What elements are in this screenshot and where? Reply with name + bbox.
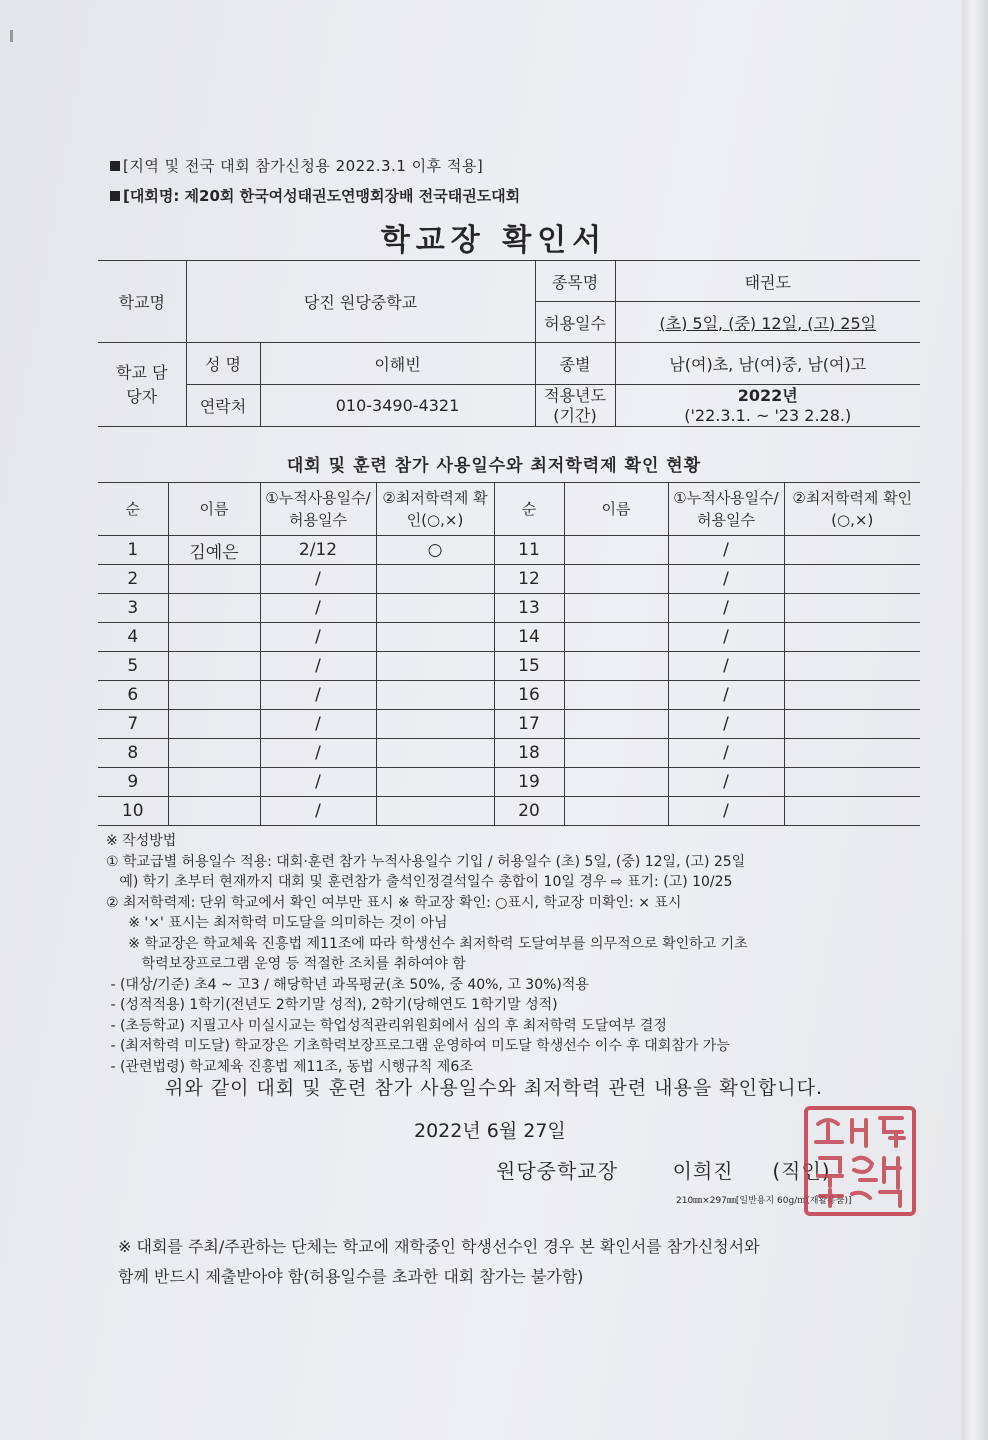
row-seq-right: 20 bbox=[494, 797, 564, 826]
period-text: ('22.3.1. ~ '23 2.28.) bbox=[684, 405, 852, 425]
row-days-right: / bbox=[668, 768, 784, 797]
row-days: 2/12 bbox=[260, 536, 376, 565]
row-seq: 7 bbox=[98, 710, 168, 739]
table-row bbox=[98, 681, 920, 710]
row-check bbox=[376, 768, 494, 797]
row-days-right: / bbox=[668, 710, 784, 739]
row-check bbox=[376, 623, 494, 652]
table-row bbox=[98, 739, 920, 768]
row-seq-right: 11 bbox=[494, 536, 564, 565]
note-line: - (대상/기준) 초4 ~ 고3 / 해당학년 과목평균(초 50%, 중 40%, 고 30%)적용 bbox=[106, 976, 589, 993]
principal-title: 원당중학교장 bbox=[496, 1159, 618, 1183]
event-label: 종목명 bbox=[535, 261, 615, 302]
row-seq-right: 18 bbox=[494, 739, 564, 768]
row-days: / bbox=[260, 565, 376, 594]
row-days: / bbox=[260, 594, 376, 623]
instructions bbox=[106, 831, 748, 1077]
principal-signature bbox=[496, 1155, 831, 1184]
row-check-right bbox=[784, 565, 920, 594]
row-name bbox=[168, 797, 260, 826]
row-name-right bbox=[564, 623, 668, 652]
row-name bbox=[168, 768, 260, 797]
col-name-right: 이름 bbox=[564, 483, 668, 536]
row-days-right: / bbox=[668, 652, 784, 681]
col-check: ②최저학력제 확인(○,×) bbox=[376, 483, 494, 536]
col-days-right: ①누적사용일수/허용일수 bbox=[668, 483, 784, 536]
school-name: 당진 원당중학교 bbox=[186, 261, 535, 343]
page-title: 학교장 확인서 bbox=[380, 223, 608, 258]
row-check-right bbox=[784, 797, 920, 826]
row-check bbox=[376, 797, 494, 826]
row-seq-right: 14 bbox=[494, 623, 564, 652]
col-days: ①누적사용일수/허용일수 bbox=[260, 483, 376, 536]
note-line: 예) 학기 초부터 현재까지 대회 및 훈련참가 출석인정결석일수 총합이 10일 경우 ⇨ 표기: (고) 10/25 bbox=[106, 874, 733, 890]
row-check-right bbox=[784, 652, 920, 681]
row-seq-right: 17 bbox=[494, 710, 564, 739]
row-seq: 6 bbox=[98, 681, 168, 710]
allowed-value: (초) 5일, (중) 12일, (고) 25일 bbox=[615, 302, 920, 343]
row-check: ○ bbox=[376, 536, 494, 565]
footer-note bbox=[118, 1232, 760, 1292]
note-line: - (최저학력 미도달) 학교장은 기초학력보장프로그램 운영하여 미도달 학생선수 이수 후 대회참가 가능 bbox=[106, 1038, 730, 1054]
row-seq-right: 19 bbox=[494, 768, 564, 797]
row-check bbox=[376, 681, 494, 710]
note-line: 학력보장프로그램 운영 등 적절한 조치를 취하여야 함 bbox=[106, 956, 466, 972]
col-seq: 순 bbox=[98, 483, 168, 536]
note-line: ① 학교급별 허용일수 적용: 대회·훈련 참가 누적사용일수 기입 / 허용일수 (초) 5일, (중) 12일, (고) 25일 bbox=[106, 853, 746, 870]
row-name bbox=[168, 623, 260, 652]
row-name-right bbox=[564, 710, 668, 739]
row-name-right bbox=[564, 768, 668, 797]
table-row bbox=[98, 565, 920, 594]
year-text: 2022년 bbox=[737, 385, 798, 405]
row-name-right bbox=[564, 565, 668, 594]
row-seq: 3 bbox=[98, 594, 168, 623]
square-bullet-icon bbox=[110, 161, 120, 171]
row-check bbox=[376, 739, 494, 768]
type-label: 종별 bbox=[535, 343, 615, 385]
row-seq: 9 bbox=[98, 768, 168, 797]
header-line-1: [지역 및 전국 대회 참가신청용 2022.3.1 이후 적용] bbox=[110, 155, 483, 176]
row-days: / bbox=[260, 797, 376, 826]
row-check-right bbox=[784, 623, 920, 652]
year-value bbox=[615, 385, 920, 427]
note-line: ※ '×' 표시는 최저학력 미도달을 의미하는 것이 아님 bbox=[106, 915, 448, 931]
issue-date: 2022년 6월 27일 bbox=[414, 1120, 566, 1142]
row-name-right bbox=[564, 594, 668, 623]
table-row bbox=[98, 710, 920, 739]
row-days-right: / bbox=[668, 536, 784, 565]
type-value: 남(여)초, 남(여)중, 남(여)고 bbox=[615, 343, 920, 385]
row-name bbox=[168, 710, 260, 739]
row-check-right bbox=[784, 710, 920, 739]
manager-label: 학교 담당자 bbox=[98, 343, 186, 427]
row-name bbox=[168, 565, 260, 594]
row-seq-right: 12 bbox=[494, 565, 564, 594]
footer-line-2: 함께 반드시 제출받아야 함(허용일수를 초과한 대회 참가는 불가함) bbox=[118, 1267, 584, 1286]
row-days-right: / bbox=[668, 594, 784, 623]
row-days-right: / bbox=[668, 739, 784, 768]
row-check bbox=[376, 710, 494, 739]
event-value: 태권도 bbox=[615, 261, 920, 302]
note-line: ※ 작성방법 bbox=[106, 833, 177, 849]
year-label: 적용년도 (기간) bbox=[535, 385, 615, 427]
row-seq: 1 bbox=[98, 536, 168, 565]
row-days: / bbox=[260, 681, 376, 710]
row-check bbox=[376, 652, 494, 681]
row-name-right bbox=[564, 652, 668, 681]
note-line: - (초등학교) 지필고사 미실시교는 학업성적관리위원회에서 심의 후 최저학력 도달여부 결정 bbox=[106, 1017, 667, 1034]
row-name bbox=[168, 739, 260, 768]
row-days: / bbox=[260, 739, 376, 768]
contact-label: 연락처 bbox=[186, 385, 260, 427]
seal-label: (직인) bbox=[772, 1159, 831, 1183]
row-name bbox=[168, 652, 260, 681]
col-name: 이름 bbox=[168, 483, 260, 536]
row-seq: 10 bbox=[98, 797, 168, 826]
row-days-right: / bbox=[668, 681, 784, 710]
row-check-right bbox=[784, 681, 920, 710]
row-check-right bbox=[784, 594, 920, 623]
note-line: - (성적적용) 1학기(전년도 2학기말 성적), 2학기(당해연도 1학기말 성적) bbox=[106, 997, 558, 1013]
table-row bbox=[98, 623, 920, 652]
row-check bbox=[376, 565, 494, 594]
school-label: 학교명 bbox=[98, 261, 186, 343]
info-table bbox=[98, 260, 920, 427]
row-seq-right: 16 bbox=[494, 681, 564, 710]
row-days-right: / bbox=[668, 797, 784, 826]
table-header bbox=[98, 483, 920, 536]
row-seq-right: 13 bbox=[494, 594, 564, 623]
row-check bbox=[376, 594, 494, 623]
row-check-right bbox=[784, 768, 920, 797]
table-row bbox=[98, 768, 920, 797]
square-bullet-icon bbox=[110, 191, 120, 201]
athlete-table bbox=[98, 482, 920, 826]
name-value: 이해빈 bbox=[260, 343, 535, 385]
confirmation-text: 위와 같이 대회 및 훈련 참가 사용일수와 최저학력 관련 내용을 확인합니다. bbox=[164, 1077, 824, 1099]
row-name-right bbox=[564, 681, 668, 710]
row-days: / bbox=[260, 710, 376, 739]
row-seq: 5 bbox=[98, 652, 168, 681]
row-days: / bbox=[260, 768, 376, 797]
row-days-right: / bbox=[668, 565, 784, 594]
scan-mark bbox=[10, 30, 13, 42]
table-row bbox=[98, 536, 920, 565]
row-seq-right: 15 bbox=[494, 652, 564, 681]
contact-value: 010-3490-4321 bbox=[260, 385, 535, 427]
note-line: ② 최저학력제: 단위 학교에서 확인 여부만 표시 ※ 학교장 확인: ○표시, 학교장 미확인: × 표시 bbox=[106, 894, 682, 911]
col-seq-right: 순 bbox=[494, 483, 564, 536]
row-name-right bbox=[564, 797, 668, 826]
col-check-right: ②최저학력제 확인(○,×) bbox=[784, 483, 920, 536]
table-row bbox=[98, 594, 920, 623]
table-row bbox=[98, 652, 920, 681]
row-name bbox=[168, 681, 260, 710]
header-line-2: [대회명: 제20회 한국여성태권도연맹회장배 전국태권도대회 bbox=[110, 185, 520, 206]
row-name-right bbox=[564, 536, 668, 565]
allowed-label: 허용일수 bbox=[535, 302, 615, 343]
row-name bbox=[168, 594, 260, 623]
row-seq: 8 bbox=[98, 739, 168, 768]
row-days-right: / bbox=[668, 623, 784, 652]
row-check-right bbox=[784, 536, 920, 565]
table-row bbox=[98, 797, 920, 826]
row-seq: 2 bbox=[98, 565, 168, 594]
row-days: / bbox=[260, 652, 376, 681]
paper-info: 210㎜×297㎜[일반용지 60g/㎡(재활용품)] bbox=[676, 1196, 852, 1206]
footer-line-1: ※ 대회를 주최/주관하는 단체는 학교에 재학중인 학생선수인 경우 본 확인서를 참가신청서와 bbox=[118, 1237, 760, 1256]
note-line: ※ 학교장은 학교체육 진흥법 제11조에 따라 학생선수 최저학력 도달여부를 의무적으로 확인하고 기초 bbox=[106, 935, 748, 952]
row-name: 김예은 bbox=[168, 536, 260, 565]
official-seal-icon bbox=[800, 1102, 920, 1220]
row-check-right bbox=[784, 739, 920, 768]
name-label: 성 명 bbox=[186, 343, 260, 385]
section-title: 대회 및 훈련 참가 사용일수와 최저학력제 확인 현황 bbox=[286, 456, 702, 476]
row-days: / bbox=[260, 623, 376, 652]
note-line: - (관련법령) 학교체육 진흥법 제11조, 동법 시행규칙 제6조 bbox=[106, 1058, 473, 1075]
principal-name: 이희진 bbox=[672, 1159, 734, 1183]
row-seq: 4 bbox=[98, 623, 168, 652]
row-name-right bbox=[564, 739, 668, 768]
